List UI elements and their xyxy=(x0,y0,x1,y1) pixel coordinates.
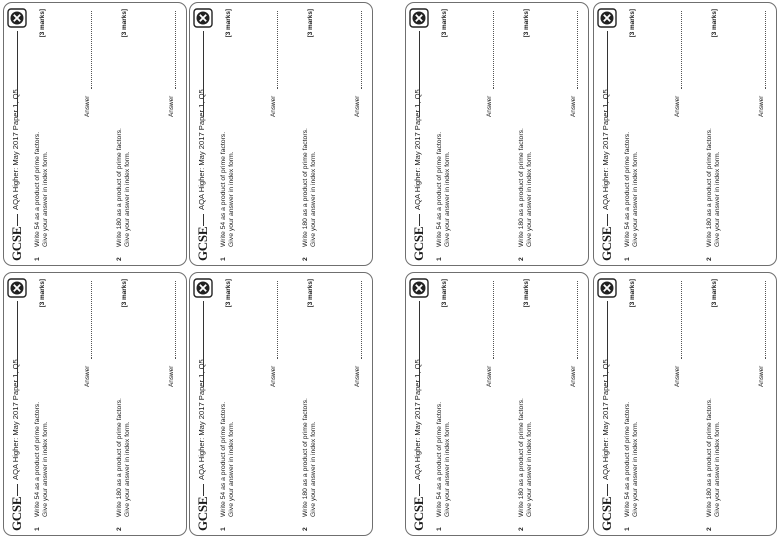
cross-badge-icon xyxy=(597,8,617,28)
question-2 xyxy=(706,47,726,261)
heading-rule xyxy=(419,484,420,496)
question-1-line-1: Write 54 as a product of prime factors. xyxy=(436,401,443,517)
cross-badge-icon xyxy=(193,278,213,298)
heading-rule-right xyxy=(17,31,18,117)
question-1-line-1: Write 54 as a product of prime factors. xyxy=(220,131,227,247)
gcse-heading: GCSE xyxy=(599,226,614,261)
question-1-line-2: Give your answer in index form. xyxy=(42,421,50,517)
question-2 xyxy=(302,317,322,531)
question-1-answer-line[interactable] xyxy=(91,11,92,89)
question-1-answer-label: Answer xyxy=(84,365,91,387)
question-2-number: 2 xyxy=(706,527,713,531)
question-2 xyxy=(706,317,726,531)
question-2-line-1: Write 180 as a product of prime factors. xyxy=(706,398,713,517)
question-2-number: 2 xyxy=(302,527,309,531)
question-2-line-2: Give your answer in index form. xyxy=(124,151,132,247)
question-2-answer-label: Answer xyxy=(570,95,577,117)
question-1-line-1: Write 54 as a product of prime factors. xyxy=(436,131,443,247)
question-2-text xyxy=(518,317,535,517)
gcse-heading: GCSE xyxy=(599,496,614,531)
question-1-answer-line[interactable] xyxy=(493,281,494,359)
question-1-answer-label: Answer xyxy=(270,95,277,117)
question-1-answer-line[interactable] xyxy=(681,281,682,359)
question-1-number: 1 xyxy=(436,257,443,261)
heading-rule-right xyxy=(607,301,608,387)
question-2-answer-label: Answer xyxy=(168,95,175,117)
question-1 xyxy=(220,47,240,261)
question-1-marks: [3 marks] xyxy=(225,9,232,38)
question-2-answer-line[interactable] xyxy=(361,11,362,89)
question-1-answer-label: Answer xyxy=(270,365,277,387)
question-1-number: 1 xyxy=(34,527,41,531)
card-content xyxy=(4,273,187,536)
question-1-number: 1 xyxy=(220,257,227,261)
cross-badge-icon xyxy=(597,278,617,298)
question-1-answer-line[interactable] xyxy=(681,11,682,89)
question-2-marks: [3 marks] xyxy=(121,279,128,308)
question-2-line-1: Write 180 as a product of prime factors. xyxy=(302,128,309,247)
question-2-answer-line[interactable] xyxy=(765,11,766,89)
question-1 xyxy=(436,317,456,531)
question-1-number: 1 xyxy=(624,257,631,261)
question-card xyxy=(593,2,777,266)
question-1-line-1: Write 54 as a product of prime factors. xyxy=(34,401,41,517)
heading-rule xyxy=(203,484,204,496)
question-2-marks: [3 marks] xyxy=(711,279,718,308)
heading-rule-right xyxy=(203,301,204,387)
question-2 xyxy=(302,47,322,261)
heading-rule-right xyxy=(203,31,204,117)
exam-source: AQA Higher: May 2017 Paper 1, Q5 xyxy=(11,89,20,210)
question-1 xyxy=(436,47,456,261)
question-1-line-2: Give your answer in index form. xyxy=(444,421,452,517)
heading-rule xyxy=(607,214,608,226)
question-1-marks: [3 marks] xyxy=(629,9,636,38)
question-1-number: 1 xyxy=(220,527,227,531)
heading-rule-right xyxy=(607,31,608,117)
question-1-answer-label: Answer xyxy=(674,365,681,387)
heading-rule xyxy=(203,214,204,226)
cross-badge-icon xyxy=(193,8,213,28)
heading-rule-right xyxy=(419,301,420,387)
question-2-text xyxy=(302,47,319,247)
question-1-line-1: Write 54 as a product of prime factors. xyxy=(624,131,631,247)
question-2-line-2: Give your answer in index form. xyxy=(310,151,318,247)
question-2-line-1: Write 180 as a product of prime factors. xyxy=(518,398,525,517)
question-1 xyxy=(624,47,644,261)
question-2-line-2: Give your answer in index form. xyxy=(526,151,534,247)
question-2-line-1: Write 180 as a product of prime factors. xyxy=(706,128,713,247)
cross-badge-icon xyxy=(409,278,429,298)
question-2 xyxy=(116,317,136,531)
question-2-marks: [3 marks] xyxy=(307,9,314,38)
question-1-line-2: Give your answer in index form. xyxy=(444,151,452,247)
question-card xyxy=(405,272,589,536)
heading-rule xyxy=(17,214,18,226)
cross-badge-icon xyxy=(7,8,27,28)
question-card xyxy=(405,2,589,266)
question-2-line-1: Write 180 as a product of prime factors. xyxy=(302,398,309,517)
question-1-text xyxy=(220,317,237,517)
heading-rule-right xyxy=(17,301,18,387)
card-content xyxy=(594,3,777,266)
question-2-marks: [3 marks] xyxy=(307,279,314,308)
question-2-answer-label: Answer xyxy=(354,95,361,117)
question-2-line-1: Write 180 as a product of prime factors. xyxy=(116,398,123,517)
question-1-number: 1 xyxy=(34,257,41,261)
question-2-number: 2 xyxy=(116,527,123,531)
card-content xyxy=(594,273,777,536)
question-2-text xyxy=(302,317,319,517)
question-1-answer-line[interactable] xyxy=(277,281,278,359)
question-1-line-2: Give your answer in index form. xyxy=(632,421,640,517)
question-2-line-2: Give your answer in index form. xyxy=(714,421,722,517)
question-1 xyxy=(624,317,644,531)
exam-source: AQA Higher: May 2017 Paper 1, Q5 xyxy=(601,89,610,210)
question-1-number: 1 xyxy=(436,527,443,531)
question-2-marks: [3 marks] xyxy=(711,9,718,38)
question-2-line-1: Write 180 as a product of prime factors. xyxy=(116,128,123,247)
question-1-answer-line[interactable] xyxy=(277,11,278,89)
exam-source: AQA Higher: May 2017 Paper 1, Q5 xyxy=(413,89,422,210)
question-1-text xyxy=(624,47,641,247)
heading-rule xyxy=(607,484,608,496)
question-1-text xyxy=(34,47,51,247)
gcse-heading: GCSE xyxy=(9,226,24,261)
question-2-answer-line[interactable] xyxy=(361,281,362,359)
question-1-number: 1 xyxy=(624,527,631,531)
question-2 xyxy=(116,47,136,261)
question-1-answer-label: Answer xyxy=(84,95,91,117)
question-2-answer-label: Answer xyxy=(570,365,577,387)
question-1-answer-label: Answer xyxy=(674,95,681,117)
question-card xyxy=(593,272,777,536)
question-2-answer-line[interactable] xyxy=(577,281,578,359)
question-1-line-2: Give your answer in index form. xyxy=(228,151,236,247)
question-1-line-1: Write 54 as a product of prime factors. xyxy=(220,401,227,517)
card-content xyxy=(406,3,589,266)
gcse-heading: GCSE xyxy=(195,226,210,261)
question-1 xyxy=(34,47,54,261)
question-1-marks: [3 marks] xyxy=(629,279,636,308)
question-2 xyxy=(518,317,538,531)
question-1-text xyxy=(34,317,51,517)
question-1-line-2: Give your answer in index form. xyxy=(632,151,640,247)
question-2-text xyxy=(706,317,723,517)
exam-source: AQA Higher: May 2017 Paper 1, Q5 xyxy=(413,359,422,480)
exam-source: AQA Higher: May 2017 Paper 1, Q5 xyxy=(601,359,610,480)
question-1-answer-line[interactable] xyxy=(493,11,494,89)
heading-rule xyxy=(419,214,420,226)
question-2-marks: [3 marks] xyxy=(523,279,530,308)
question-1-marks: [3 marks] xyxy=(441,279,448,308)
exam-source: AQA Higher: May 2017 Paper 1, Q5 xyxy=(11,359,20,480)
question-2-answer-label: Answer xyxy=(354,365,361,387)
question-1-marks: [3 marks] xyxy=(225,279,232,308)
question-1-marks: [3 marks] xyxy=(39,9,46,38)
heading-rule-right xyxy=(419,31,420,117)
question-2-text xyxy=(116,47,133,247)
cross-badge-icon xyxy=(409,8,429,28)
question-1-answer-label: Answer xyxy=(486,365,493,387)
question-2 xyxy=(518,47,538,261)
question-1-line-1: Write 54 as a product of prime factors. xyxy=(34,131,41,247)
question-1-text xyxy=(220,47,237,247)
card-content xyxy=(190,273,373,536)
question-2-number: 2 xyxy=(116,257,123,261)
cross-badge-icon xyxy=(7,278,27,298)
question-2-answer-label: Answer xyxy=(758,95,765,117)
question-2-answer-line[interactable] xyxy=(577,11,578,89)
question-1-answer-label: Answer xyxy=(486,95,493,117)
question-2-line-2: Give your answer in index form. xyxy=(124,421,132,517)
question-2-line-1: Write 180 as a product of prime factors. xyxy=(518,128,525,247)
question-2-answer-line[interactable] xyxy=(175,11,176,89)
question-1 xyxy=(220,317,240,531)
gcse-heading: GCSE xyxy=(411,226,426,261)
question-2-line-2: Give your answer in index form. xyxy=(714,151,722,247)
exam-source: AQA Higher: May 2017 Paper 1, Q5 xyxy=(197,89,206,210)
question-card xyxy=(3,272,187,536)
question-2-answer-line[interactable] xyxy=(765,281,766,359)
question-1-line-2: Give your answer in index form. xyxy=(42,151,50,247)
question-2-marks: [3 marks] xyxy=(523,9,530,38)
question-1-text xyxy=(436,317,453,517)
card-content xyxy=(406,273,589,536)
question-2-answer-label: Answer xyxy=(758,365,765,387)
gcse-heading: GCSE xyxy=(411,496,426,531)
question-1-answer-line[interactable] xyxy=(91,281,92,359)
question-2-answer-line[interactable] xyxy=(175,281,176,359)
question-2-text xyxy=(116,317,133,517)
question-1-line-2: Give your answer in index form. xyxy=(228,421,236,517)
question-2-line-2: Give your answer in index form. xyxy=(526,421,534,517)
heading-rule xyxy=(17,484,18,496)
question-1-marks: [3 marks] xyxy=(39,279,46,308)
question-1-text xyxy=(624,317,641,517)
question-2-number: 2 xyxy=(706,257,713,261)
question-2-line-2: Give your answer in index form. xyxy=(310,421,318,517)
exam-source: AQA Higher: May 2017 Paper 1, Q5 xyxy=(197,359,206,480)
question-2-text xyxy=(518,47,535,247)
question-2-marks: [3 marks] xyxy=(121,9,128,38)
question-card xyxy=(189,272,373,536)
card-content xyxy=(4,3,187,266)
question-1 xyxy=(34,317,54,531)
question-card xyxy=(3,2,187,266)
question-1-marks: [3 marks] xyxy=(441,9,448,38)
gcse-heading: GCSE xyxy=(9,496,24,531)
question-1-text xyxy=(436,47,453,247)
question-card xyxy=(189,2,373,266)
question-2-answer-label: Answer xyxy=(168,365,175,387)
card-content xyxy=(190,3,373,266)
question-2-number: 2 xyxy=(302,257,309,261)
question-2-number: 2 xyxy=(518,527,525,531)
gcse-heading: GCSE xyxy=(195,496,210,531)
question-1-line-1: Write 54 as a product of prime factors. xyxy=(624,401,631,517)
question-2-text xyxy=(706,47,723,247)
question-2-number: 2 xyxy=(518,257,525,261)
